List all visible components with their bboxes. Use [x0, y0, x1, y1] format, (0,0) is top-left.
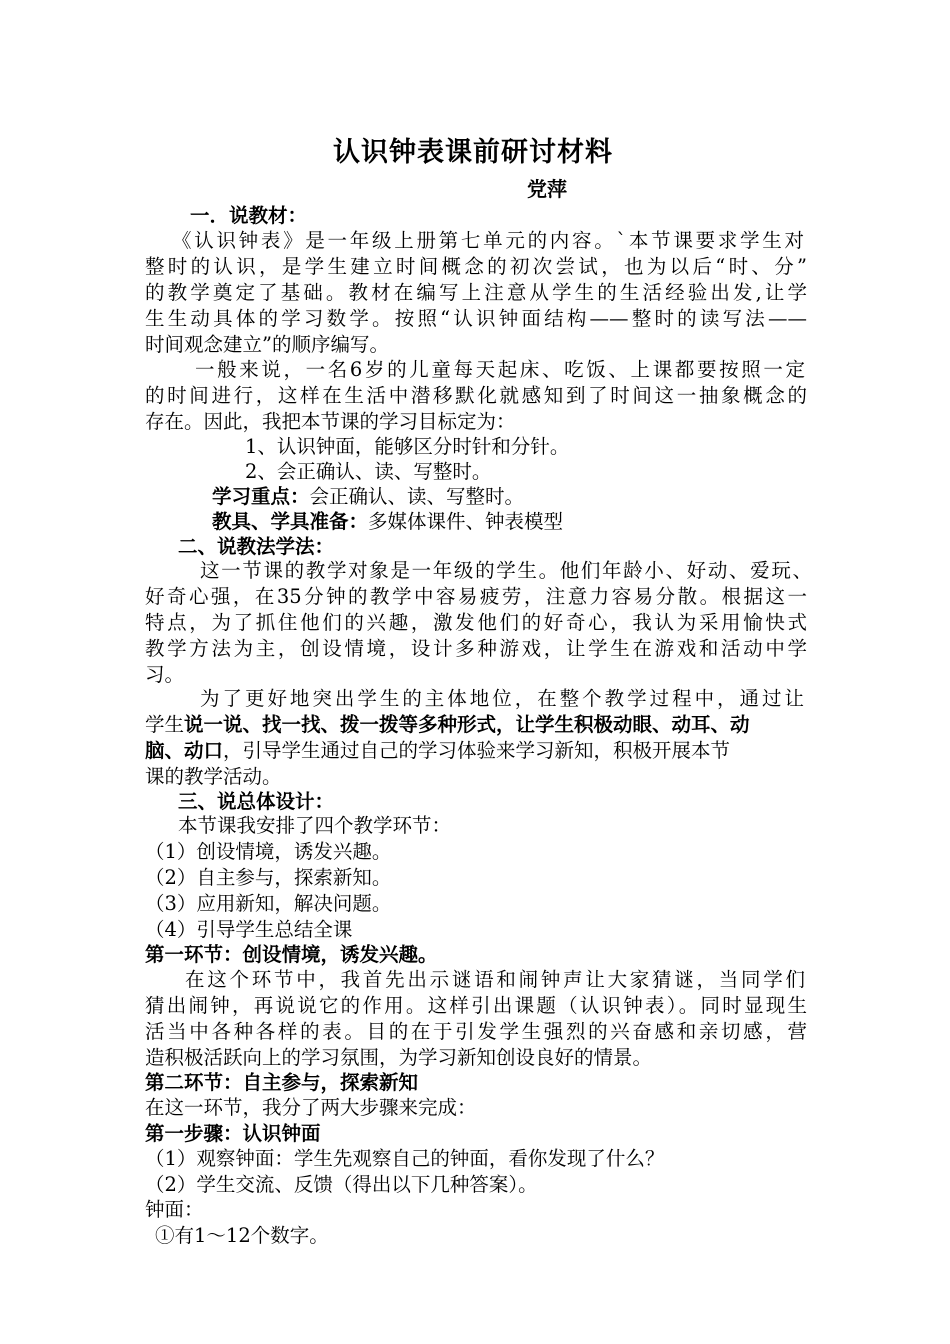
paragraph-line [145, 738, 730, 764]
paragraph-line: 活当中各种各样的表。目的在于引发学生强烈的兴奋感和亲切感，营 [145, 1020, 807, 1043]
section-heading-1: 一．说教材： [190, 204, 308, 227]
section-heading-2: 二、说教法学法： [178, 535, 335, 558]
tools-text: 多媒体课件、钟表模型 [368, 510, 564, 533]
paragraph-line: 为了更好地突出学生的主体地位，在整个教学过程中，通过让 [200, 687, 804, 710]
goal-item: 2、会正确认、读、写整时。 [245, 460, 492, 483]
paragraph-line: 好奇心强，在35分钟的教学中容易疲劳，注意力容易分散。根据这一 [145, 585, 807, 608]
key-point-line [212, 484, 524, 510]
key-point-text: 会正确认、读、写整时。 [309, 485, 525, 508]
list-item: （1）创设情境，诱发兴趣。 [145, 840, 392, 863]
paragraph-line: 一般来说，一名6岁的儿童每天起床、吃饭、上课都要按照一定 [195, 358, 805, 381]
paragraph-line: 课的教学活动。 [145, 765, 282, 788]
paragraph-line: 习。 [145, 663, 185, 686]
paragraph-line: 生生动具体的学习数学。按照“认识钟面结构——整时的读写法—— [145, 307, 807, 330]
list-item: （2）学生交流、反馈（得出以下几种答案）。 [145, 1173, 538, 1196]
paragraph-line: 的教学奠定了基础。教材在编写上注意从学生的生活经验出发,让学 [145, 281, 807, 304]
text-run-bold: 说一说、找一找、拨一拨等多种形式，让学生积极动眼、动耳、动 [184, 713, 750, 736]
answer-item: ①有1～12个数字。 [155, 1224, 329, 1247]
paragraph-line: 《认识钟表》是一年级上册第七单元的内容。`本节课要求学生对 [172, 229, 804, 252]
paragraph-line: 存在。因此，我把本节课的学习目标定为： [145, 410, 516, 433]
section-heading-3: 三、说总体设计： [178, 790, 335, 813]
paragraph-line: 这一节课的教学对象是一年级的学生。他们年龄小、好动、爱玩、 [200, 559, 812, 582]
list-item: （3）应用新知，解决问题。 [145, 892, 392, 915]
paragraph-line: 的时间进行，这样在生活中潜移默化就感知到了时间这一抽象概念的 [145, 384, 807, 407]
text-run-bold: 脑、动口 [145, 739, 224, 762]
stage-heading-2: 第二环节：自主参与，探索新知 [145, 1071, 419, 1094]
list-item: （1）观察钟面：学生先观察自己的钟面，看你发现了什么？ [145, 1147, 665, 1170]
paragraph-line: 本节课我安排了四个教学环节： [178, 814, 452, 837]
paragraph-line: 时间观念建立”的顺序编写。 [145, 333, 389, 356]
step-heading-1: 第一步骤：认识钟面 [145, 1122, 321, 1145]
paragraph-line: 造积极活跃向上的学习氛围，为学习新知创设良好的情景。 [145, 1046, 653, 1069]
paragraph-line: 在这一环节，我分了两大步骤来完成： [145, 1096, 477, 1119]
document-title: 认识钟表课前研讨材料 [333, 137, 613, 168]
text-run: ，引导学生通过自己的学习体验来学习新知，积极开展本节 [223, 739, 731, 762]
paragraph-line: 整时的认识，是学生建立时间概念的初次尝试，也为以后“时、分” [145, 255, 807, 278]
paragraph-line: 钟面： [145, 1198, 204, 1221]
tools-line [212, 509, 563, 535]
paragraph-line: 教学方法为主，创设情境，设计多种游戏，让学生在游戏和活动中学 [145, 637, 807, 660]
text-run: 学生 [145, 713, 185, 736]
list-item: （4）引导学生总结全课 [145, 918, 353, 941]
key-point-label: 学习重点： [212, 485, 310, 508]
paragraph-line [145, 712, 750, 738]
paragraph-line: 在这个环节中，我首先出示谜语和闹钟声让大家猜谜，当同学们 [185, 968, 805, 991]
paragraph-line: 特点，为了抓住他们的兴趣，激发他们的好奇心，我认为采用愉快式 [145, 611, 807, 634]
list-item: （2）自主参与，探索新知。 [145, 866, 392, 889]
tools-label: 教具、学具准备： [212, 510, 369, 533]
paragraph-line: 猜出闹钟，再说说它的作用。这样引出课题（认识钟表）。同时显现生 [145, 994, 807, 1017]
stage-heading-1: 第一环节：创设情境，诱发兴趣。 [145, 943, 438, 966]
author-name: 党萍 [527, 177, 567, 201]
goal-item: 1、认识钟面，能够区分时针和分针。 [245, 435, 570, 458]
